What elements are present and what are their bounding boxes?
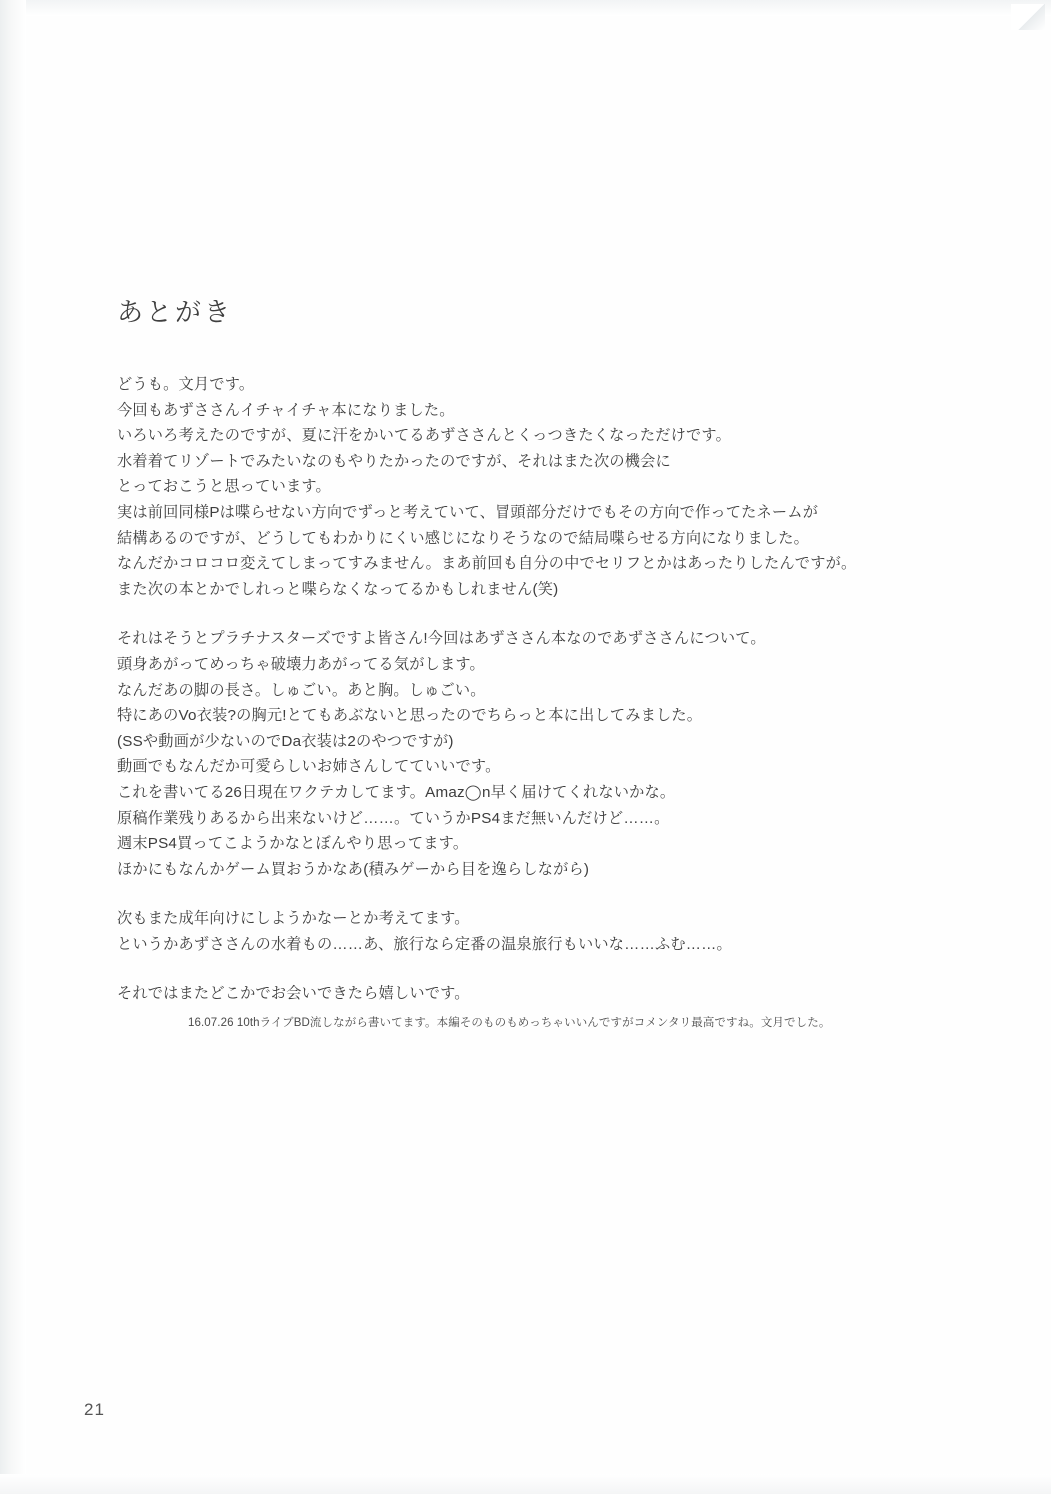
paragraph: [117, 372, 977, 602]
text-line: これを書いてる26日現在ワクテカしてます。Amaz◯n早く届けてくれないかな。: [117, 783, 676, 801]
afterword-heading: あとがき: [117, 297, 234, 327]
text-line: 今回もあずささんイチャイチャ本になりました。: [117, 401, 455, 419]
text-line: いろいろ考えたのですが、夏に汗をかいてるあずささんとくっつきたくなっただけです。: [117, 427, 731, 445]
paragraph: [117, 626, 977, 882]
text-line: (SSや動画が少ないのでDa衣装は2のやつですが): [117, 732, 454, 750]
text-line: 動画でもなんだか可愛らしいお姉さんしてていいです。: [117, 758, 501, 776]
text-line: どうも。文月です。: [117, 376, 255, 393]
text-line: ほかにもなんかゲーム買おうかなあ(積みゲーから目を逸らしながら): [117, 860, 590, 878]
footnote-text: 16.07.26 10thライブBD流しながら書いてます。本編そのものもめっちゃいいんですがコメンタリ最高ですね。文月でした。: [188, 1017, 831, 1029]
page-number: 21: [84, 1400, 105, 1419]
text-line: それはそうとプラチナスターズですよ皆さん!今回はあずささん本なのであずささんについて。: [117, 630, 766, 648]
text-line: 頭身あがってめっちゃ破壊力あがってる気がします。: [117, 655, 485, 673]
text-line: とっておこうと思っています。: [117, 478, 331, 496]
text-line: 週末PS4買ってこようかなとぼんやり思ってます。: [117, 835, 469, 853]
text-line: 実は前回同様Pは喋らせない方向でずっと考えていて、冒頭部分だけでもその方向で作ってたネームが: [117, 503, 819, 521]
text-line: というかあずささんの水着もの……あ、旅行なら定番の温泉旅行もいいな……ふむ……。: [117, 935, 732, 953]
scan-edge-top: [0, 0, 1051, 16]
scan-edge-bottom: [0, 1474, 1051, 1494]
text-line: なんだかコロコロ変えてしまってすみません。まあ前回も自分の中でセリフとかはあったりしたんですが。: [117, 555, 857, 573]
paragraph: [117, 906, 977, 957]
text-line: 水着着てリゾートでみたいなのもやりたかったのですが、それはまた次の機会に: [117, 452, 671, 470]
paragraph: [117, 981, 977, 1007]
scan-edge-left: [0, 0, 26, 1494]
text-line: 次もまた成年向けにしようかなーとか考えてます。: [117, 910, 470, 928]
text-line: 特にあのVo衣装?の胸元!とてもあぶないと思ったのでちらっと本に出してみました。: [117, 707, 703, 725]
text-line: 結構あるのですが、どうしてもわかりにくい感じになりそうなので結局喋らせる方向になりました。: [117, 529, 809, 547]
afterword-body: [117, 372, 977, 1007]
text-line: なんだあの脚の長さ。しゅごい。あと胸。しゅごい。: [117, 681, 486, 699]
text-line: また次の本とかでしれっと喋らなくなってるかもしれません(笑): [117, 580, 559, 598]
page-corner-fold: [1011, 4, 1045, 30]
text-line: 原稿作業残りあるから出来ないけど……。ていうかPS4まだ無いんだけど……。: [117, 809, 670, 827]
text-line: それではまたどこかでお会いできたら嬉しいです。: [117, 985, 470, 1003]
